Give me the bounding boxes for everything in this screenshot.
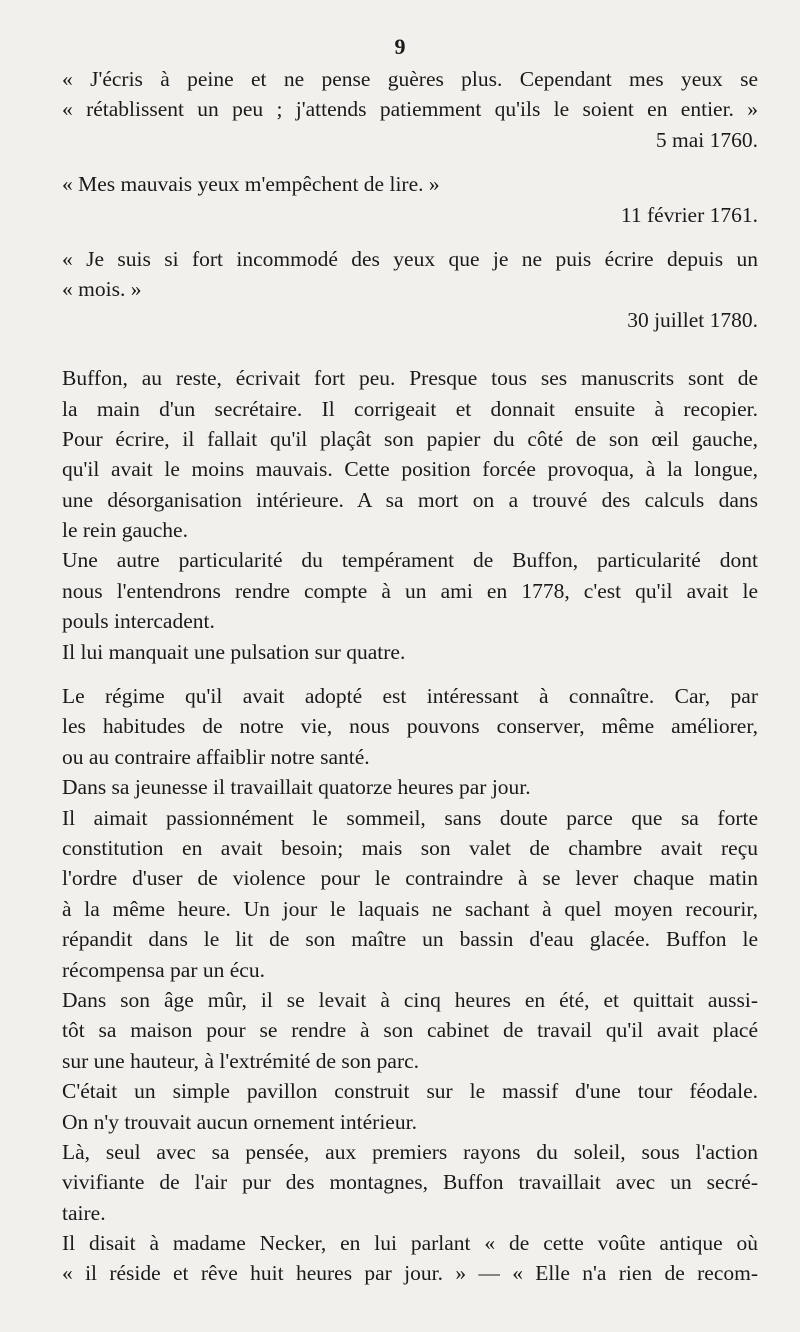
text-line: la main d'un secrétaire. Il corrigeait et donnait ensuite à recopier. bbox=[62, 396, 758, 421]
text-line: à la même heure. Un jour le laquais ne sachant à quel moyen recourir, bbox=[62, 896, 758, 921]
text-line: nous l'entendrons rendre compte à un ami en 1778, c'est qu'il avait le bbox=[62, 578, 758, 603]
paragraph bbox=[62, 1076, 758, 1137]
paragraph bbox=[62, 772, 758, 802]
text-line: répandit dans le lit de son maître un bassin d'eau glacée. Buffon le bbox=[62, 927, 758, 952]
page-number: 9 bbox=[394, 34, 406, 59]
text-line: qu'il avait le moins mauvais. Cette position forcée provoqua, à la longue, bbox=[62, 457, 758, 482]
text-line: l'ordre d'user de violence pour le contraindre à se lever chaque matin bbox=[62, 866, 758, 891]
text-line: On n'y trouvait aucun ornement intérieur. bbox=[62, 1109, 417, 1134]
letter-date: 30 juillet 1780. bbox=[627, 307, 758, 332]
paragraph bbox=[62, 545, 758, 636]
text-line: C'était un simple pavillon construit sur le massif d'une tour féodale. bbox=[62, 1079, 758, 1104]
text-line: « rétablissent un peu ; j'attends patiemment qu'ils le soient en entier. » bbox=[62, 97, 758, 122]
text-line: le rein gauche. bbox=[62, 518, 188, 543]
letter-quote-1 bbox=[62, 64, 758, 155]
text-line: une désorganisation intérieure. A sa mort on a trouvé des calculs dans bbox=[62, 487, 758, 512]
text-line: « Je suis si fort incommodé des yeux que je ne puis écrire depuis un bbox=[62, 246, 758, 271]
text-line: tôt sa maison pour se rendre à son cabinet de travail qu'il avait placé bbox=[62, 1018, 758, 1043]
text-line: Le régime qu'il avait adopté est intéressant à connaître. Car, par bbox=[62, 684, 758, 709]
text-line: Pour écrire, il fallait qu'il plaçât son papier du côté de son œil gauche, bbox=[62, 426, 758, 451]
text-line: « mois. » bbox=[62, 277, 142, 302]
text-line: Il disait à madame Necker, en lui parlant « de cette voûte antique où bbox=[62, 1231, 758, 1256]
text-line: Une autre particularité du tempérament de Buffon, particularité dont bbox=[62, 548, 758, 573]
text-line: Il aimait passionnément le sommeil, sans doute parce que sa forte bbox=[62, 805, 758, 830]
letter-date: 5 mai 1760. bbox=[655, 127, 758, 152]
text-line: constitution en avait besoin; mais son valet de chambre avait reçu bbox=[62, 835, 758, 860]
paragraph bbox=[62, 1228, 758, 1289]
text-line: taire. bbox=[62, 1200, 106, 1225]
text-line: ou au contraire affaiblir notre santé. bbox=[62, 744, 370, 769]
text-line: récompensa par un écu. bbox=[62, 957, 265, 982]
text-line: vivifiante de l'air pur des montagnes, Buffon travaillait avec un secré- bbox=[62, 1170, 758, 1195]
letter-quote-3 bbox=[62, 244, 758, 335]
text-line: Il lui manquait une pulsation sur quatre. bbox=[62, 639, 406, 664]
page-body bbox=[62, 64, 758, 1289]
text-line: Buffon, au reste, écrivait fort peu. Presque tous ses manuscrits sont de bbox=[62, 366, 758, 391]
text-line: « J'écris à peine et ne pense guères plus. Cependant mes yeux se bbox=[62, 67, 758, 91]
letter-date: 11 février 1761. bbox=[620, 202, 758, 227]
text-line: Dans sa jeunesse il travaillait quatorze heures par jour. bbox=[62, 775, 531, 800]
paragraph bbox=[62, 803, 758, 985]
text-line: sur une hauteur, à l'extrémité de son parc. bbox=[62, 1048, 420, 1073]
text-line: Dans son âge mûr, il se levait à cinq heures en été, et quittait aussi- bbox=[62, 987, 758, 1012]
text-line: Là, seul avec sa pensée, aux premiers rayons du soleil, sous l'action bbox=[62, 1139, 758, 1164]
paragraph bbox=[62, 1137, 758, 1228]
text-line: pouls intercadent. bbox=[62, 609, 215, 634]
paragraph bbox=[62, 637, 758, 667]
paragraph bbox=[62, 681, 758, 772]
text-line: les habitudes de notre vie, nous pouvons conserver, même améliorer, bbox=[62, 714, 758, 739]
paragraph bbox=[62, 363, 758, 545]
text-line: « il réside et rêve huit heures par jour. » — « Elle n'a rien de recom- bbox=[62, 1261, 758, 1286]
paragraph bbox=[62, 985, 758, 1076]
letter-quote-2 bbox=[62, 169, 758, 230]
text-line: « Mes mauvais yeux m'empêchent de lire. » bbox=[62, 172, 440, 197]
